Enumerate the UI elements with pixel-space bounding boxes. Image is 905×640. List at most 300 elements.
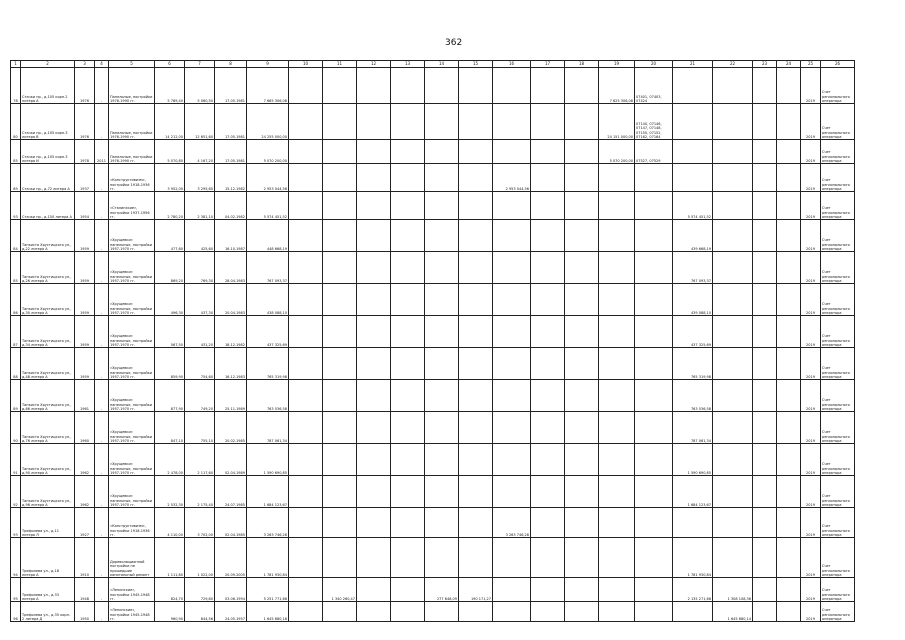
column-header: 18 [565,61,599,68]
table-cell [531,220,565,252]
table-cell [753,68,777,104]
table-cell [493,476,531,508]
table-cell [599,192,635,220]
table-cell [599,508,635,538]
table-cell: 859,90 [155,348,185,380]
table-cell: - [95,68,109,104]
table-cell: 439 668,19 [673,220,713,252]
table-cell: 960,90 [155,602,185,622]
table-row [11,508,855,538]
table-cell [425,220,459,252]
column-header: 25 [801,61,821,68]
table-cell [565,444,599,476]
table-cell: - [95,316,109,348]
table-cell [599,348,635,380]
table-cell [777,220,801,252]
table-cell: Счет регионального оператора [821,380,855,412]
table-cell: 477,60 [155,220,185,252]
table-cell [425,508,459,538]
table-cell [323,412,357,444]
table-cell: 5 769,40 [155,68,185,104]
table-cell: «Ленинские», постройки 1945-1948 гг. [109,602,155,622]
table-cell [599,538,635,578]
table-row [11,220,855,252]
table-cell: 824,70 [155,578,185,602]
table-cell: 89 [11,380,21,412]
table-cell [635,444,673,476]
table-cell [777,602,801,622]
table-cell: 2 780,20 [155,192,185,220]
table-cell [565,104,599,140]
column-header: 22 [713,61,753,68]
table-cell: 2 175,40 [185,476,215,508]
table-cell [391,68,425,104]
table-cell: 1 340 260,47 [323,578,357,602]
table-cell [289,602,323,622]
column-header: 23 [753,61,777,68]
table-cell [599,284,635,316]
table-cell [713,104,753,140]
table-cell [635,602,673,622]
table-cell [289,444,323,476]
table-cell: 437,30 [185,284,215,316]
column-header: 6 [155,61,185,68]
table-cell [357,252,391,284]
table-cell: «Конструктивизм», постройки 1918-1936 гг. [109,508,155,538]
table-cell: 2019 [801,412,821,444]
table-cell: 1960 [75,412,95,444]
table-cell: Счет регионального оператора [821,164,855,192]
table-cell [425,104,459,140]
column-header: 24 [777,61,801,68]
table-cell: 4 110,00 [155,508,185,538]
table-cell: 2019 [801,508,821,538]
table-cell [531,348,565,380]
table-cell: 496,30 [155,284,185,316]
table-cell [531,252,565,284]
table-cell [753,164,777,192]
table-cell: Танкиста Хрустицкого ул., д.48 литера А [21,348,75,380]
table-cell [493,348,531,380]
table-cell [357,578,391,602]
table-cell [357,348,391,380]
table-cell: 763 536,58 [247,380,289,412]
table-cell: 87 [11,316,21,348]
table-cell: 93 [11,508,21,538]
table-cell: 2 953 044,56 [247,164,289,192]
table-cell [289,348,323,380]
table-cell [323,104,357,140]
table-cell: 437 325,69 [247,316,289,348]
table-cell: - [95,220,109,252]
table-cell [753,412,777,444]
table-cell [635,508,673,538]
table-row [11,284,855,316]
table-row [11,602,855,622]
table-cell [599,476,635,508]
table-cell: 431,20 [185,316,215,348]
table-cell [599,164,635,192]
table-cell: 2 135 271,66 [673,578,713,602]
table-cell [391,412,425,444]
table-cell [323,68,357,104]
table-cell [425,68,459,104]
table-cell: 20.09.2005 [215,538,247,578]
table-cell [289,476,323,508]
table-cell: Счет регионального оператора [821,192,855,220]
table-cell [357,444,391,476]
table-cell: 85 [11,252,21,284]
table-cell: 437 325,69 [673,316,713,348]
table-cell [565,412,599,444]
table-cell [425,538,459,578]
table-cell [635,220,673,252]
table-cell: 17.05.1981 [215,140,247,164]
table-cell [673,104,713,140]
table-cell: «Конструктивизм», постройки 1918-1936 гг. [109,164,155,192]
table-cell [493,140,531,164]
table-cell: - [95,444,109,476]
table-cell [357,68,391,104]
table-row [11,164,855,192]
table-cell: 1927 [75,508,95,538]
table-cell: 3 263 746,28 [493,508,531,538]
table-cell: 1959 [75,348,95,380]
table-cell: - [95,412,109,444]
table-cell: 16.12.1983 [215,348,247,380]
table-cell: Счет регионального оператора [821,348,855,380]
table-cell: 24 255 000,00 [247,104,289,140]
table-row [11,104,855,140]
table-cell [777,316,801,348]
table-cell [753,316,777,348]
table-cell [753,508,777,538]
table-cell: 1 022,00 [185,538,215,578]
table-cell [323,164,357,192]
table-cell [531,444,565,476]
table-cell: 7 665 306,08 [247,68,289,104]
table-cell [493,284,531,316]
table-cell [323,252,357,284]
table-cell: 5 060,50 [185,68,215,104]
table-cell [425,444,459,476]
table-row [11,380,855,412]
table-cell: 5 070 200,00 [599,140,635,164]
table-cell: Стачки пр., д.150 литера А [21,192,75,220]
table-cell [531,476,565,508]
table-cell: 1961 [75,380,95,412]
table-cell [635,284,673,316]
table-cell: 2019 [801,316,821,348]
table-cell: Танкиста Хрустицкого ул., д.34 литера А [21,316,75,348]
table-cell [565,220,599,252]
table-cell [713,252,753,284]
table-cell: 2019 [801,192,821,220]
table-cell [323,444,357,476]
column-header: 26 [821,61,855,68]
table-cell [459,508,493,538]
table-cell [425,252,459,284]
table-cell: 1962 [75,444,95,476]
table-cell: 4 167,20 [185,140,215,164]
table-cell: «Хрущевки» панельные, постройки 1957-1970 гг. [109,316,155,348]
table-cell [323,192,357,220]
table-cell [391,316,425,348]
table-cell: 2019 [801,220,821,252]
table-cell: «Хрущевки» панельные, постройки 1957-1970 гг. [109,444,155,476]
table-cell: 2019 [801,140,821,164]
table-cell [493,68,531,104]
table-cell: Счет регионального оператора [821,444,855,476]
table-cell [713,538,753,578]
table-cell: 1910 [75,538,95,578]
table-cell [531,508,565,538]
table-cell: 1 684 123,67 [673,476,713,508]
table-cell: 2019 [801,476,821,508]
table-cell: 95 [11,578,21,602]
table-cell [323,316,357,348]
table-cell: 877,90 [155,380,185,412]
table-cell [425,602,459,622]
table-cell: Трефолева ул., д.35 корп. 2 литера Д [21,602,75,622]
column-header: 17 [531,61,565,68]
table-cell [323,508,357,538]
table-cell [777,140,801,164]
table-cell: 1 684 123,67 [247,476,289,508]
table-cell: 1959 [75,284,95,316]
table-cell: 24.07.1985 [215,476,247,508]
table-cell: 2 953 044,56 [493,164,531,192]
table-cell [357,538,391,578]
table-cell: 28.04.1983 [215,252,247,284]
table-cell [323,602,357,622]
table-cell: 2019 [801,538,821,578]
table-cell: 1976 [75,104,95,140]
table-cell [289,220,323,252]
table-cell [289,508,323,538]
table-cell [289,68,323,104]
table-cell: 3 702,00 [185,508,215,538]
table-cell [323,476,357,508]
table-row [11,476,855,508]
table-cell: 17.05.1981 [215,68,247,104]
table-cell: 1 590 690,85 [247,444,289,476]
table-cell [425,476,459,508]
table-cell: 1 590 690,85 [673,444,713,476]
table-cell [565,140,599,164]
table-cell: 2019 [801,104,821,140]
table-cell: 869,20 [155,252,185,284]
table-cell [599,316,635,348]
table-cell [459,68,493,104]
table-cell: Танкиста Хрустицкого ул., д.66 литера А [21,380,75,412]
table-cell [713,348,753,380]
table-cell: Стачки пр., д.72 литера А [21,164,75,192]
table-cell: - [95,538,109,578]
table-cell [493,602,531,622]
table-cell: 3 952,00 [155,164,185,192]
table-row [11,252,855,284]
table-cell: «Хрущевки» панельные, постройки 1957-1970 гг. [109,476,155,508]
table-cell: 3 263 746,28 [247,508,289,538]
table-cell: 1959 [75,220,95,252]
table-cell: 03.06.1994 [215,578,247,602]
column-header: 19 [599,61,635,68]
table-cell: 2011 [95,140,109,164]
table-cell [635,316,673,348]
table-cell [777,476,801,508]
table-cell [493,578,531,602]
table-cell: 96 [11,602,21,622]
table-cell [565,68,599,104]
table-cell: 07401, 07403, 07424 [635,68,673,104]
table-cell: 1950 [75,602,95,622]
table-cell: 767 093,37 [673,252,713,284]
table-cell [531,380,565,412]
table-cell [357,380,391,412]
table-row [11,316,855,348]
table-cell [753,140,777,164]
table-cell: 787 061,34 [673,412,713,444]
table-cell [289,538,323,578]
table-cell: Панельные, постройки 1976-1990 гг. [109,104,155,140]
table-cell [459,284,493,316]
table-cell [391,284,425,316]
table-cell [599,444,635,476]
table-cell: 94 [11,538,21,578]
table-cell: Счет регионального оператора [821,578,855,602]
table-cell [289,412,323,444]
table-cell [493,220,531,252]
table-cell [357,476,391,508]
table-cell [531,412,565,444]
table-cell [713,220,753,252]
table-cell [425,380,459,412]
table-cell [459,380,493,412]
table-cell [635,192,673,220]
table-cell [673,602,713,622]
table-cell [425,140,459,164]
table-cell [565,316,599,348]
header-row [11,61,855,68]
table-cell [323,538,357,578]
table-row [11,444,855,476]
table-cell: - [95,192,109,220]
table-cell: «Хрущевки» панельные, постройки 1957-1970 гг. [109,220,155,252]
table-cell: 15.12.1982 [215,164,247,192]
table-cell [531,602,565,622]
table-cell [753,220,777,252]
table-row [11,412,855,444]
table-cell [425,412,459,444]
table-row [11,192,855,220]
table-cell: Стачки пр., д.105 корп.3 литера И [21,140,75,164]
table-cell [673,140,713,164]
table-cell: 04.02.1982 [215,192,247,220]
table-cell: 190 171,27 [459,578,493,602]
table-cell: 2019 [801,602,821,622]
table-cell [459,104,493,140]
table-cell [531,538,565,578]
table-cell [753,284,777,316]
table-cell: 2019 [801,578,821,602]
table-cell [777,444,801,476]
table-cell: 7 625 306,08 [599,68,635,104]
table-cell: - [95,476,109,508]
table-cell [357,140,391,164]
table-cell: 438 088,10 [247,284,289,316]
table-cell [323,140,357,164]
table-cell: Счет регионального оператора [821,476,855,508]
table-cell [635,578,673,602]
table-cell: Счет регионального оператора [821,316,855,348]
table-cell: 18.12.1982 [215,316,247,348]
table-cell [289,252,323,284]
table-cell: Танкиста Хрустицкого ул., д.22 литера А [21,220,75,252]
table-cell [323,284,357,316]
table-cell: Счет регионального оператора [821,508,855,538]
table-cell [713,444,753,476]
table-cell: 1959 [75,316,95,348]
table-cell [459,412,493,444]
table-cell [459,316,493,348]
column-header: 9 [247,61,289,68]
table-cell [323,348,357,380]
table-cell: 439 088,10 [673,284,713,316]
table-cell [599,252,635,284]
table-cell [357,192,391,220]
table-cell: Стачки пр., д.105 корп.3 литера В [21,104,75,140]
column-header: 14 [425,61,459,68]
table-cell [565,252,599,284]
table-cell: 84 [11,220,21,252]
table-cell [289,578,323,602]
table-cell [391,192,425,220]
capital-repair-table [10,60,855,622]
table-cell [493,192,531,220]
table-cell: «Хрущевки» панельные, постройки 1957-1970 гг. [109,412,155,444]
table-cell: «Хрущевки» панельные, постройки 1957-1970 гг. [109,284,155,316]
table-cell [391,164,425,192]
table-cell: Танкиста Хрустицкого ул., д.76 литера А [21,412,75,444]
table-cell: - [95,348,109,380]
table-cell: 07140, 07146, 07147, 07148, 07150, 07152, 07162, 07164 [635,104,673,140]
page-number: 362 [445,38,463,48]
table-cell [673,68,713,104]
table-cell: 02.04.1985 [215,508,247,538]
table-cell [425,192,459,220]
table-cell [289,380,323,412]
table-cell: - [95,508,109,538]
table-cell [531,164,565,192]
table-cell [357,602,391,622]
table-cell [357,412,391,444]
table-cell: Счет регионального оператора [821,602,855,622]
table-cell: 448 668,19 [247,220,289,252]
table-row [11,538,855,578]
table-cell: - [95,104,109,140]
table-cell: Трефолева ул., д.18 литера А [21,538,75,578]
table-cell [289,104,323,140]
table-cell [635,412,673,444]
table-cell [531,192,565,220]
table-cell [753,104,777,140]
column-header: 3 [75,61,95,68]
table-cell: Счет регионального оператора [821,220,855,252]
table-cell [289,284,323,316]
table-cell: «Ленинские», постройки 1945-1948 гг. [109,578,155,602]
table-cell [425,316,459,348]
